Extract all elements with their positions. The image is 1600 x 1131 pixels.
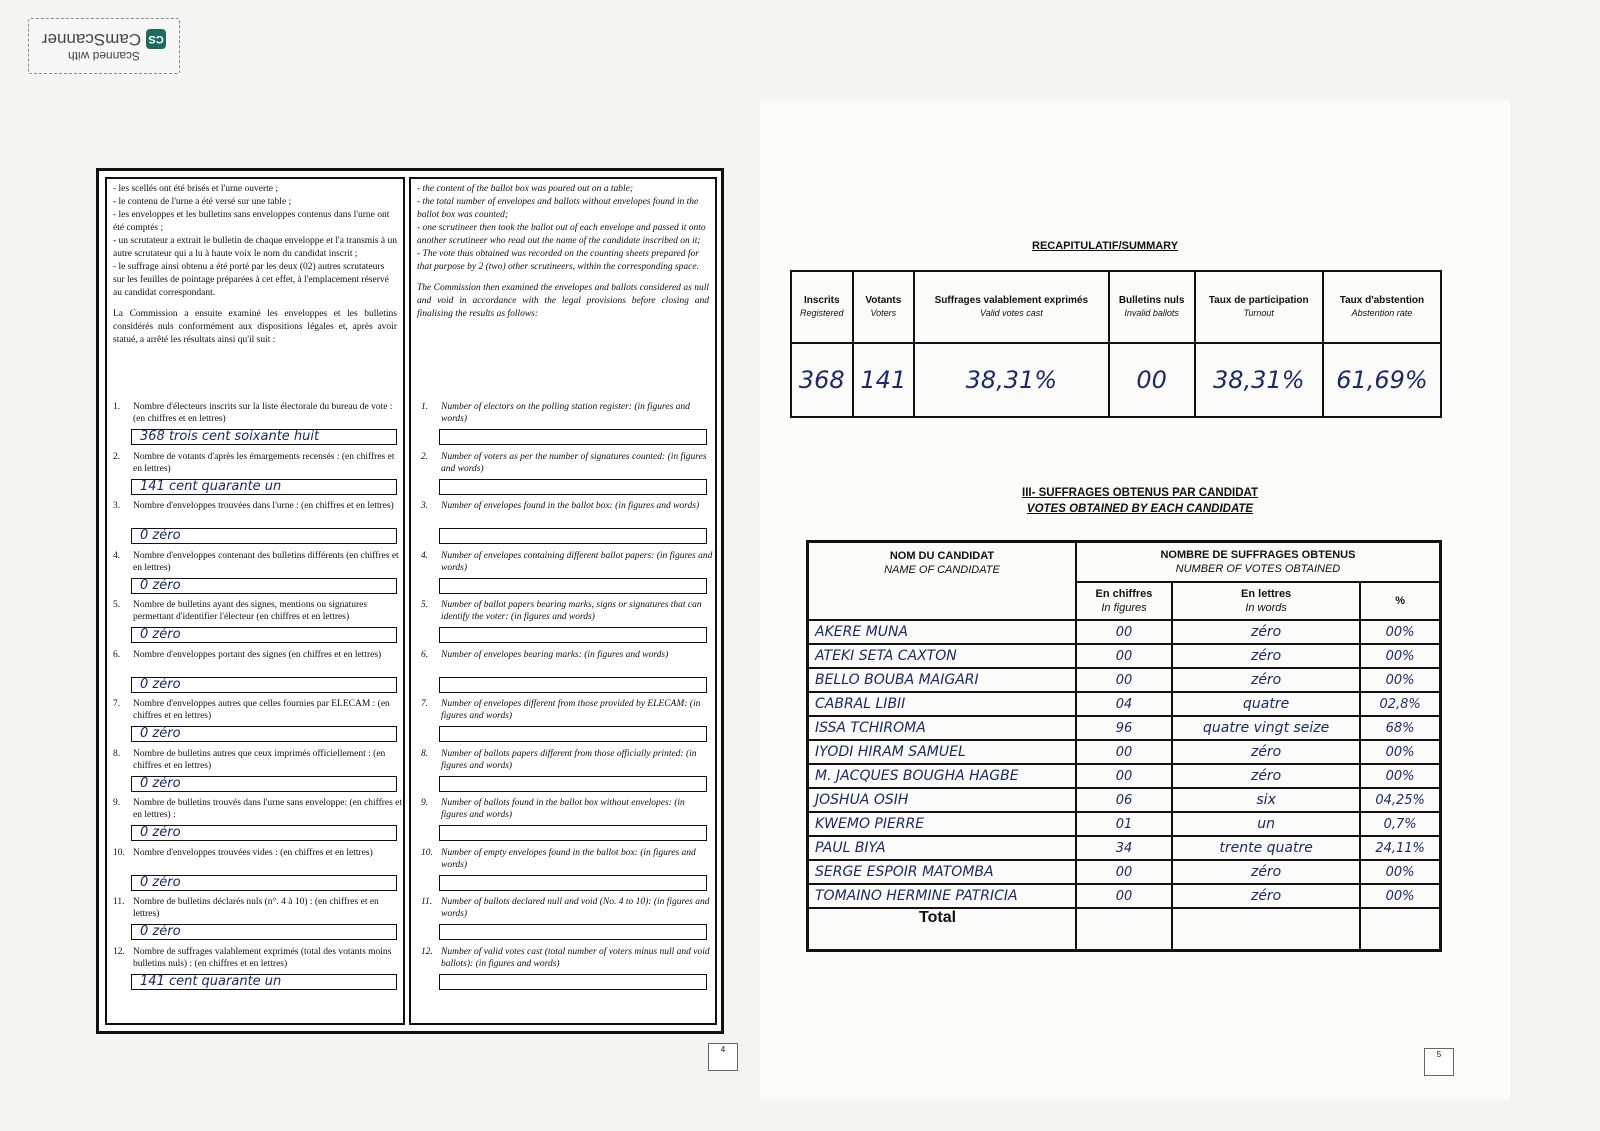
fr-question (113, 550, 403, 596)
en-question (421, 748, 713, 794)
watermark-brand: CamScanner (41, 30, 142, 49)
en-question-number: 10. (421, 847, 433, 858)
votes-section-title (1000, 485, 1280, 517)
fr-question (113, 401, 403, 447)
camscanner-logo-icon: CS (146, 29, 166, 49)
en-bullet: - the content of the ballot box was poured out on a table; (417, 184, 634, 194)
en-question-text: Number of ballots declared null and void (No. 4 to 10): (in figures and words) (441, 897, 710, 919)
fr-question-label (113, 500, 403, 512)
en-answer-field[interactable] (439, 627, 707, 643)
en-question-text: Number of ballots papers different from those officially printed: (in figures and words) (441, 748, 697, 771)
candidate-name[interactable]: SERGE ESPOIR MATOMBA (808, 860, 1076, 884)
en-question-label (421, 649, 713, 661)
watermark-line2 (42, 29, 166, 49)
fr-question-number: 7. (113, 699, 121, 709)
en-answer-field[interactable] (439, 924, 707, 940)
votes-words[interactable]: trente quatre (1172, 836, 1360, 860)
votes-figures[interactable]: 06 (1076, 788, 1172, 812)
en-question-label (421, 896, 713, 920)
english-bullets (417, 183, 709, 274)
col-words-en: In words (1245, 602, 1287, 614)
candidate-name[interactable]: PAUL BIYA (808, 836, 1076, 860)
fr-answer-field[interactable]: 141 cent quarante un (131, 974, 397, 990)
en-question-text: Number of envelopes bearing marks: (in figures and words) (441, 649, 669, 660)
en-question (421, 500, 713, 546)
summary-header-en: Voters (870, 308, 897, 318)
candidate-name[interactable]: BELLO BOUBA MAIGARI (808, 668, 1076, 692)
fr-question-number: 9. (113, 798, 121, 808)
col-fig-en: In figures (1101, 602, 1147, 614)
votes-percent[interactable]: 00% (1360, 620, 1440, 644)
fr-answer-field[interactable]: 0 zéro (131, 677, 397, 693)
total-words (1172, 908, 1360, 951)
votes-words[interactable]: quatre (1172, 692, 1360, 716)
votes-words[interactable]: zéro (1172, 644, 1360, 668)
en-question-label (421, 847, 713, 871)
en-bullet: - one scrutineer then took the ballot out of each envelope and passed it onto another scrutineer who read out the name of the candidate inscribed on it; (417, 223, 706, 246)
votes-header-row-1 (808, 542, 1441, 583)
candidate-name[interactable]: TOMAINO HERMINE PATRICIA (808, 884, 1076, 908)
en-answer-field[interactable] (439, 974, 707, 990)
summary-title: RECAPITULATIF/SUMMARY (1032, 240, 1179, 252)
en-question-label (421, 748, 713, 772)
votes-figures[interactable]: 00 (1076, 740, 1172, 764)
summary-value-cell[interactable]: 368 (791, 343, 853, 417)
votes-percent[interactable]: 24,11% (1360, 836, 1440, 860)
fr-question-text: Nombre d'enveloppes portant des signes (en chiffres et en lettres) (133, 649, 382, 660)
summary-header-en: Turnout (1243, 308, 1274, 318)
fr-question (113, 748, 403, 794)
votes-title-fr: III- SUFFRAGES OBTENUS PAR CANDIDAT (1022, 487, 1258, 499)
en-question-number: 8. (421, 748, 429, 759)
fr-answer-field[interactable]: 0 zéro (131, 776, 397, 792)
fr-question-number: 12. (113, 946, 125, 957)
table-row (808, 740, 1441, 764)
table-row (808, 716, 1441, 740)
col-header-words (1172, 582, 1360, 620)
fr-question (113, 847, 403, 893)
candidate-name[interactable]: AKERE MUNA (808, 620, 1076, 644)
summary-header-cell (1195, 271, 1323, 343)
summary-header-cell (791, 271, 853, 343)
en-question-number: 5. (421, 600, 429, 610)
fr-question-number: 3. (113, 501, 121, 511)
votes-words[interactable]: quatre vingt seize (1172, 716, 1360, 740)
summary-header-cell (1109, 271, 1195, 343)
total-figures (1076, 908, 1172, 951)
fr-question-label (113, 896, 403, 920)
en-question (421, 451, 713, 497)
fr-question-number: 6. (113, 649, 121, 660)
en-question-number: 9. (421, 798, 429, 808)
votes-words[interactable]: zéro (1172, 668, 1360, 692)
votes-words[interactable]: zéro (1172, 764, 1360, 788)
en-question (421, 599, 713, 645)
fr-question-label (113, 550, 403, 574)
fr-question (113, 599, 403, 645)
summary-header-en: Valid votes cast (980, 308, 1043, 318)
en-question-number: 12. (421, 946, 433, 957)
votes-title-en: VOTES OBTAINED BY EACH CANDIDATE (1026, 503, 1254, 515)
fr-question-number: 5. (113, 600, 121, 610)
fr-question-number: 11. (113, 897, 125, 907)
en-question-label (421, 401, 713, 425)
en-question-text: Number of envelopes different from those provided by ELECAM: (in figures and words) (441, 699, 701, 721)
summary-value-cell[interactable]: 141 (853, 343, 915, 417)
votes-percent[interactable]: 04,25% (1360, 788, 1440, 812)
en-answer-field[interactable] (439, 825, 707, 841)
fr-question-label (113, 649, 403, 661)
en-question-text: Number of voters as per the number of signatures counted: (in figures and words) (441, 451, 707, 474)
col-votes-en: NUMBER OF VOTES OBTAINED (1175, 563, 1341, 575)
votes-figures[interactable]: 00 (1076, 764, 1172, 788)
left-page-form (96, 168, 724, 1034)
en-bullet: - The vote thus obtained was recorded on the counting sheets prepared for that purpose by 2 (two) other scrutineers, within the corresponding space. (417, 249, 699, 272)
votes-words[interactable]: zéro (1172, 740, 1360, 764)
summary-header-fr: Votants (865, 295, 902, 306)
votes-percent[interactable]: 00% (1360, 764, 1440, 788)
fr-question-label (113, 451, 403, 475)
en-question-label (421, 550, 713, 574)
votes-figures[interactable]: 96 (1076, 716, 1172, 740)
candidate-name[interactable]: ATEKI SETA CAXTON (808, 644, 1076, 668)
votes-figures[interactable]: 00 (1076, 668, 1172, 692)
fr-question (113, 946, 403, 992)
col-fig-fr: En chiffres (1095, 588, 1153, 600)
en-answer-field[interactable] (439, 429, 707, 445)
col-header-percent: % (1360, 582, 1440, 620)
en-question-label (421, 599, 713, 623)
votes-figures[interactable]: 34 (1076, 836, 1172, 860)
en-question-text: Number of ballots found in the ballot box without envelopes: (in figures and words) (441, 798, 685, 820)
votes-percent[interactable]: 68% (1360, 716, 1440, 740)
en-answer-field[interactable] (439, 479, 707, 495)
candidate-name[interactable]: ISSA TCHIROMA (808, 716, 1076, 740)
votes-words[interactable]: six (1172, 788, 1360, 812)
en-question-text: Number of envelopes found in the ballot box: (in figures and words) (441, 501, 700, 511)
col-name-en: NAME OF CANDIDATE (884, 564, 1000, 576)
en-question-label (421, 797, 713, 821)
summary-value-cell[interactable]: 38,31% (914, 343, 1109, 417)
fr-question-text: Nombre de bulletins déclarés nuls (n°. 4 à 10) : (en chiffres et en lettres) (133, 897, 379, 919)
fr-question (113, 500, 403, 546)
fr-answer-field[interactable]: 0 zéro (131, 578, 397, 594)
fr-answer-field[interactable]: 0 zéro (131, 825, 397, 841)
table-row (808, 620, 1441, 644)
fr-question-text: Nombre de bulletins ayant des signes, mentions ou signatures permettant d'identifier l'électeur (en chiffres et en lettres) (133, 600, 368, 622)
en-question-number: 11. (421, 897, 433, 907)
summary-header-cell (1323, 271, 1441, 343)
table-row (808, 812, 1441, 836)
candidate-name[interactable]: M. JACQUES BOUGHA HAGBE (808, 764, 1076, 788)
fr-answer-field[interactable]: 0 zéro (131, 875, 397, 891)
en-question (421, 649, 713, 695)
en-question-label (421, 451, 713, 475)
en-answer-field[interactable] (439, 875, 707, 891)
fr-answer-field[interactable]: 0 zéro (131, 627, 397, 643)
summary-header-cell (914, 271, 1109, 343)
votes-figures[interactable]: 00 (1076, 884, 1172, 908)
summary-header-fr: Taux de participation (1208, 295, 1309, 306)
en-answer-field[interactable] (439, 578, 707, 594)
table-row (808, 644, 1441, 668)
fr-question-label (113, 401, 403, 425)
camscanner-watermark (28, 18, 180, 74)
votes-table (806, 540, 1442, 952)
fr-bullet: - le suffrage ainsi obtenu a été porté par les deux (02) autres scrutateurs sur les feuilles de pointage préparées à cet effet, à l'emplacement réservé au candidat correspondant. (113, 262, 389, 298)
en-question-text: Number of envelopes containing different ballot papers: (in figures and words) (441, 550, 713, 573)
summary-header-row (791, 271, 1441, 343)
en-question-label (421, 698, 713, 722)
votes-percent[interactable]: 00% (1360, 740, 1440, 764)
fr-question-text: Nombre d'enveloppes autres que celles fournies par ELECAM : (en chiffres et en lettres) (133, 699, 390, 721)
page-number-left: 4 (708, 1043, 738, 1071)
summary-value-cell[interactable]: 61,69% (1323, 343, 1441, 417)
page-number-right: 5 (1424, 1048, 1454, 1076)
en-question-number: 6. (421, 649, 429, 660)
fr-question-number: 4. (113, 550, 121, 561)
fr-question-label (113, 599, 403, 623)
col-name-fr: NOM DU CANDIDAT (889, 550, 995, 562)
votes-words[interactable]: zéro (1172, 620, 1360, 644)
fr-bullet: - un scrutateur a extrait le bulletin de chaque enveloppe et l'a transmis à un autre scrutateur qui a lu à haute voix le nom du candidat inscrit ; (113, 236, 397, 259)
votes-words[interactable]: zéro (1172, 884, 1360, 908)
votes-figures[interactable]: 01 (1076, 812, 1172, 836)
fr-question (113, 896, 403, 942)
candidate-name[interactable]: KWEMO PIERRE (808, 812, 1076, 836)
fr-question-text: Nombre de votants d'après les émargements recensés : (en chiffres et en lettres) (133, 451, 395, 474)
summary-header-fr: Taux d'abstention (1339, 295, 1425, 306)
table-row (808, 692, 1441, 716)
en-answer-field[interactable] (439, 528, 707, 544)
fr-question-number: 8. (113, 748, 121, 759)
votes-percent[interactable]: 00% (1360, 860, 1440, 884)
fr-question-number: 10. (113, 847, 125, 858)
en-answer-field[interactable] (439, 677, 707, 693)
votes-percent[interactable]: 0,7% (1360, 812, 1440, 836)
en-paragraph: The Commission then examined the envelopes and ballots considered as null and void in accordance with the legal provisions before closing and finalising the results as follows: (417, 283, 709, 319)
en-question-number: 1. (421, 402, 429, 412)
fr-answer-field[interactable]: 141 cent quarante un (131, 479, 397, 495)
en-question-text: Number of electors on the polling station register: (in figures and words) (441, 402, 690, 424)
en-question (421, 847, 713, 893)
fr-paragraph: La Commission a ensuite examiné les enveloppes et les bulletins considérés nuls conformément aux dispositions légales et, après avoir statué, a arrêté les résultats ainsi qu'il suit : (113, 309, 397, 345)
fr-answer-field[interactable]: 0 zéro (131, 528, 397, 544)
en-question-text: Number of empty envelopes found in the ballot box: (in figures and words) (441, 847, 696, 870)
summary-values-row (791, 343, 1441, 417)
votes-body (808, 620, 1441, 908)
fr-question-number: 1. (113, 402, 121, 412)
total-percent (1360, 908, 1440, 951)
votes-percent[interactable]: 00% (1360, 644, 1440, 668)
votes-total-row (808, 908, 1441, 951)
en-answer-field[interactable] (439, 776, 707, 792)
votes-figures[interactable]: 04 (1076, 692, 1172, 716)
fr-question (113, 698, 403, 744)
en-question-label (421, 500, 713, 512)
en-bullet: - the total number of envelopes and ballots without envelopes found in the ballot box was counted; (417, 197, 699, 220)
votes-percent[interactable]: 02,8% (1360, 692, 1440, 716)
en-question-number: 3. (421, 501, 429, 511)
fr-question-text: Nombre d'enveloppes trouvées dans l'urne : (en chiffres et en lettres) (133, 501, 394, 511)
en-question-label (421, 946, 713, 970)
votes-words[interactable]: zéro (1172, 860, 1360, 884)
en-question-number: 2. (421, 451, 429, 462)
summary-header-fr: Bulletins nuls (1118, 295, 1185, 306)
fr-question-text: Nombre de bulletins trouvés dans l'urne sans enveloppe: (en chiffres et en lettres) : (133, 798, 403, 820)
col-header-figures (1076, 582, 1172, 620)
fr-question-text: Nombre d'électeurs inscrits sur la liste électorale du bureau de vote : (en chiffres et en lettres) (133, 402, 393, 424)
en-question (421, 797, 713, 843)
table-row (808, 884, 1441, 908)
en-question-number: 4. (421, 550, 429, 561)
en-question (421, 896, 713, 942)
votes-figures[interactable]: 00 (1076, 644, 1172, 668)
fr-answer-field[interactable]: 0 zéro (131, 726, 397, 742)
en-answer-field[interactable] (439, 726, 707, 742)
fr-bullet: - les enveloppes et les bulletins sans enveloppes contenus dans l'urne ont été comptés ; (113, 210, 390, 233)
fr-question (113, 451, 403, 497)
en-question-text: Number of ballot papers bearing marks, signs or signatures that can identify the voter: (in figures and words) (441, 600, 702, 622)
fr-question-label (113, 946, 403, 970)
table-row (808, 668, 1441, 692)
fr-question-label (113, 748, 403, 772)
candidate-name[interactable]: JOSHUA OSIH (808, 788, 1076, 812)
fr-question-number: 2. (113, 451, 121, 462)
fr-question-text: Nombre d'enveloppes trouvées vides : (en chiffres et en lettres) (133, 847, 373, 858)
col-votes-fr: NOMBRE DE SUFFRAGES OBTENUS (1160, 549, 1356, 561)
fr-question-label (113, 847, 403, 859)
summary-value-cell[interactable]: 00 (1109, 343, 1195, 417)
watermark-line1: Scanned with (67, 49, 141, 63)
votes-percent[interactable]: 00% (1360, 884, 1440, 908)
votes-percent[interactable]: 00% (1360, 668, 1440, 692)
fr-bullet: - le contenu de l'urne a été versé sur une table ; (113, 197, 292, 207)
fr-question-label (113, 797, 403, 821)
fr-answer-field[interactable]: 0 zéro (131, 924, 397, 940)
fr-question-text: Nombre de suffrages valablement exprimés (total des votants moins bulletins nuls) : (en chiffres et en lettres) (133, 946, 392, 969)
summary-header-en: Registered (800, 308, 844, 318)
en-question (421, 401, 713, 447)
col-words-fr: En lettres (1241, 588, 1292, 600)
table-row (808, 860, 1441, 884)
table-row (808, 836, 1441, 860)
table-row (808, 788, 1441, 812)
col-header-votes (1076, 542, 1441, 583)
candidate-name[interactable]: CABRAL LIBII (808, 692, 1076, 716)
table-row (808, 764, 1441, 788)
summary-header-fr: Suffrages valablement exprimés (934, 295, 1089, 306)
col-header-name (808, 542, 1076, 621)
total-label: Total (808, 908, 1076, 951)
fr-question (113, 649, 403, 695)
votes-words[interactable]: un (1172, 812, 1360, 836)
summary-value-cell[interactable]: 38,31% (1195, 343, 1323, 417)
fr-bullet: - les scellés ont été brisés et l'urne ouverte ; (113, 184, 279, 194)
summary-header-en: Invalid ballots (1124, 308, 1179, 318)
en-question (421, 946, 713, 992)
fr-answer-field[interactable]: 368 trois cent soixante huit (131, 429, 397, 445)
fr-question-label (113, 698, 403, 722)
votes-figures[interactable]: 00 (1076, 860, 1172, 884)
summary-header-fr: Inscrits (803, 295, 840, 306)
votes-figures[interactable]: 00 (1076, 620, 1172, 644)
en-question (421, 698, 713, 744)
french-bullets (113, 183, 397, 300)
en-question-number: 7. (421, 699, 429, 709)
fr-question-text: Nombre d'enveloppes contenant des bulletins différents (en chiffres et en lettres) (133, 550, 399, 573)
fr-question-text: Nombre de bulletins autres que ceux imprimés officiellement : (en chiffres et en lettres) (133, 748, 386, 771)
en-question-text: Number of valid votes cast (total number of voters minus null and void ballots): (in figures and words) (441, 946, 710, 969)
fr-question (113, 797, 403, 843)
candidate-name[interactable]: IYODI HIRAM SAMUEL (808, 740, 1076, 764)
summary-header-cell (853, 271, 915, 343)
en-question (421, 550, 713, 596)
summary-table (790, 270, 1442, 418)
summary-header-en: Abstention rate (1351, 308, 1413, 318)
